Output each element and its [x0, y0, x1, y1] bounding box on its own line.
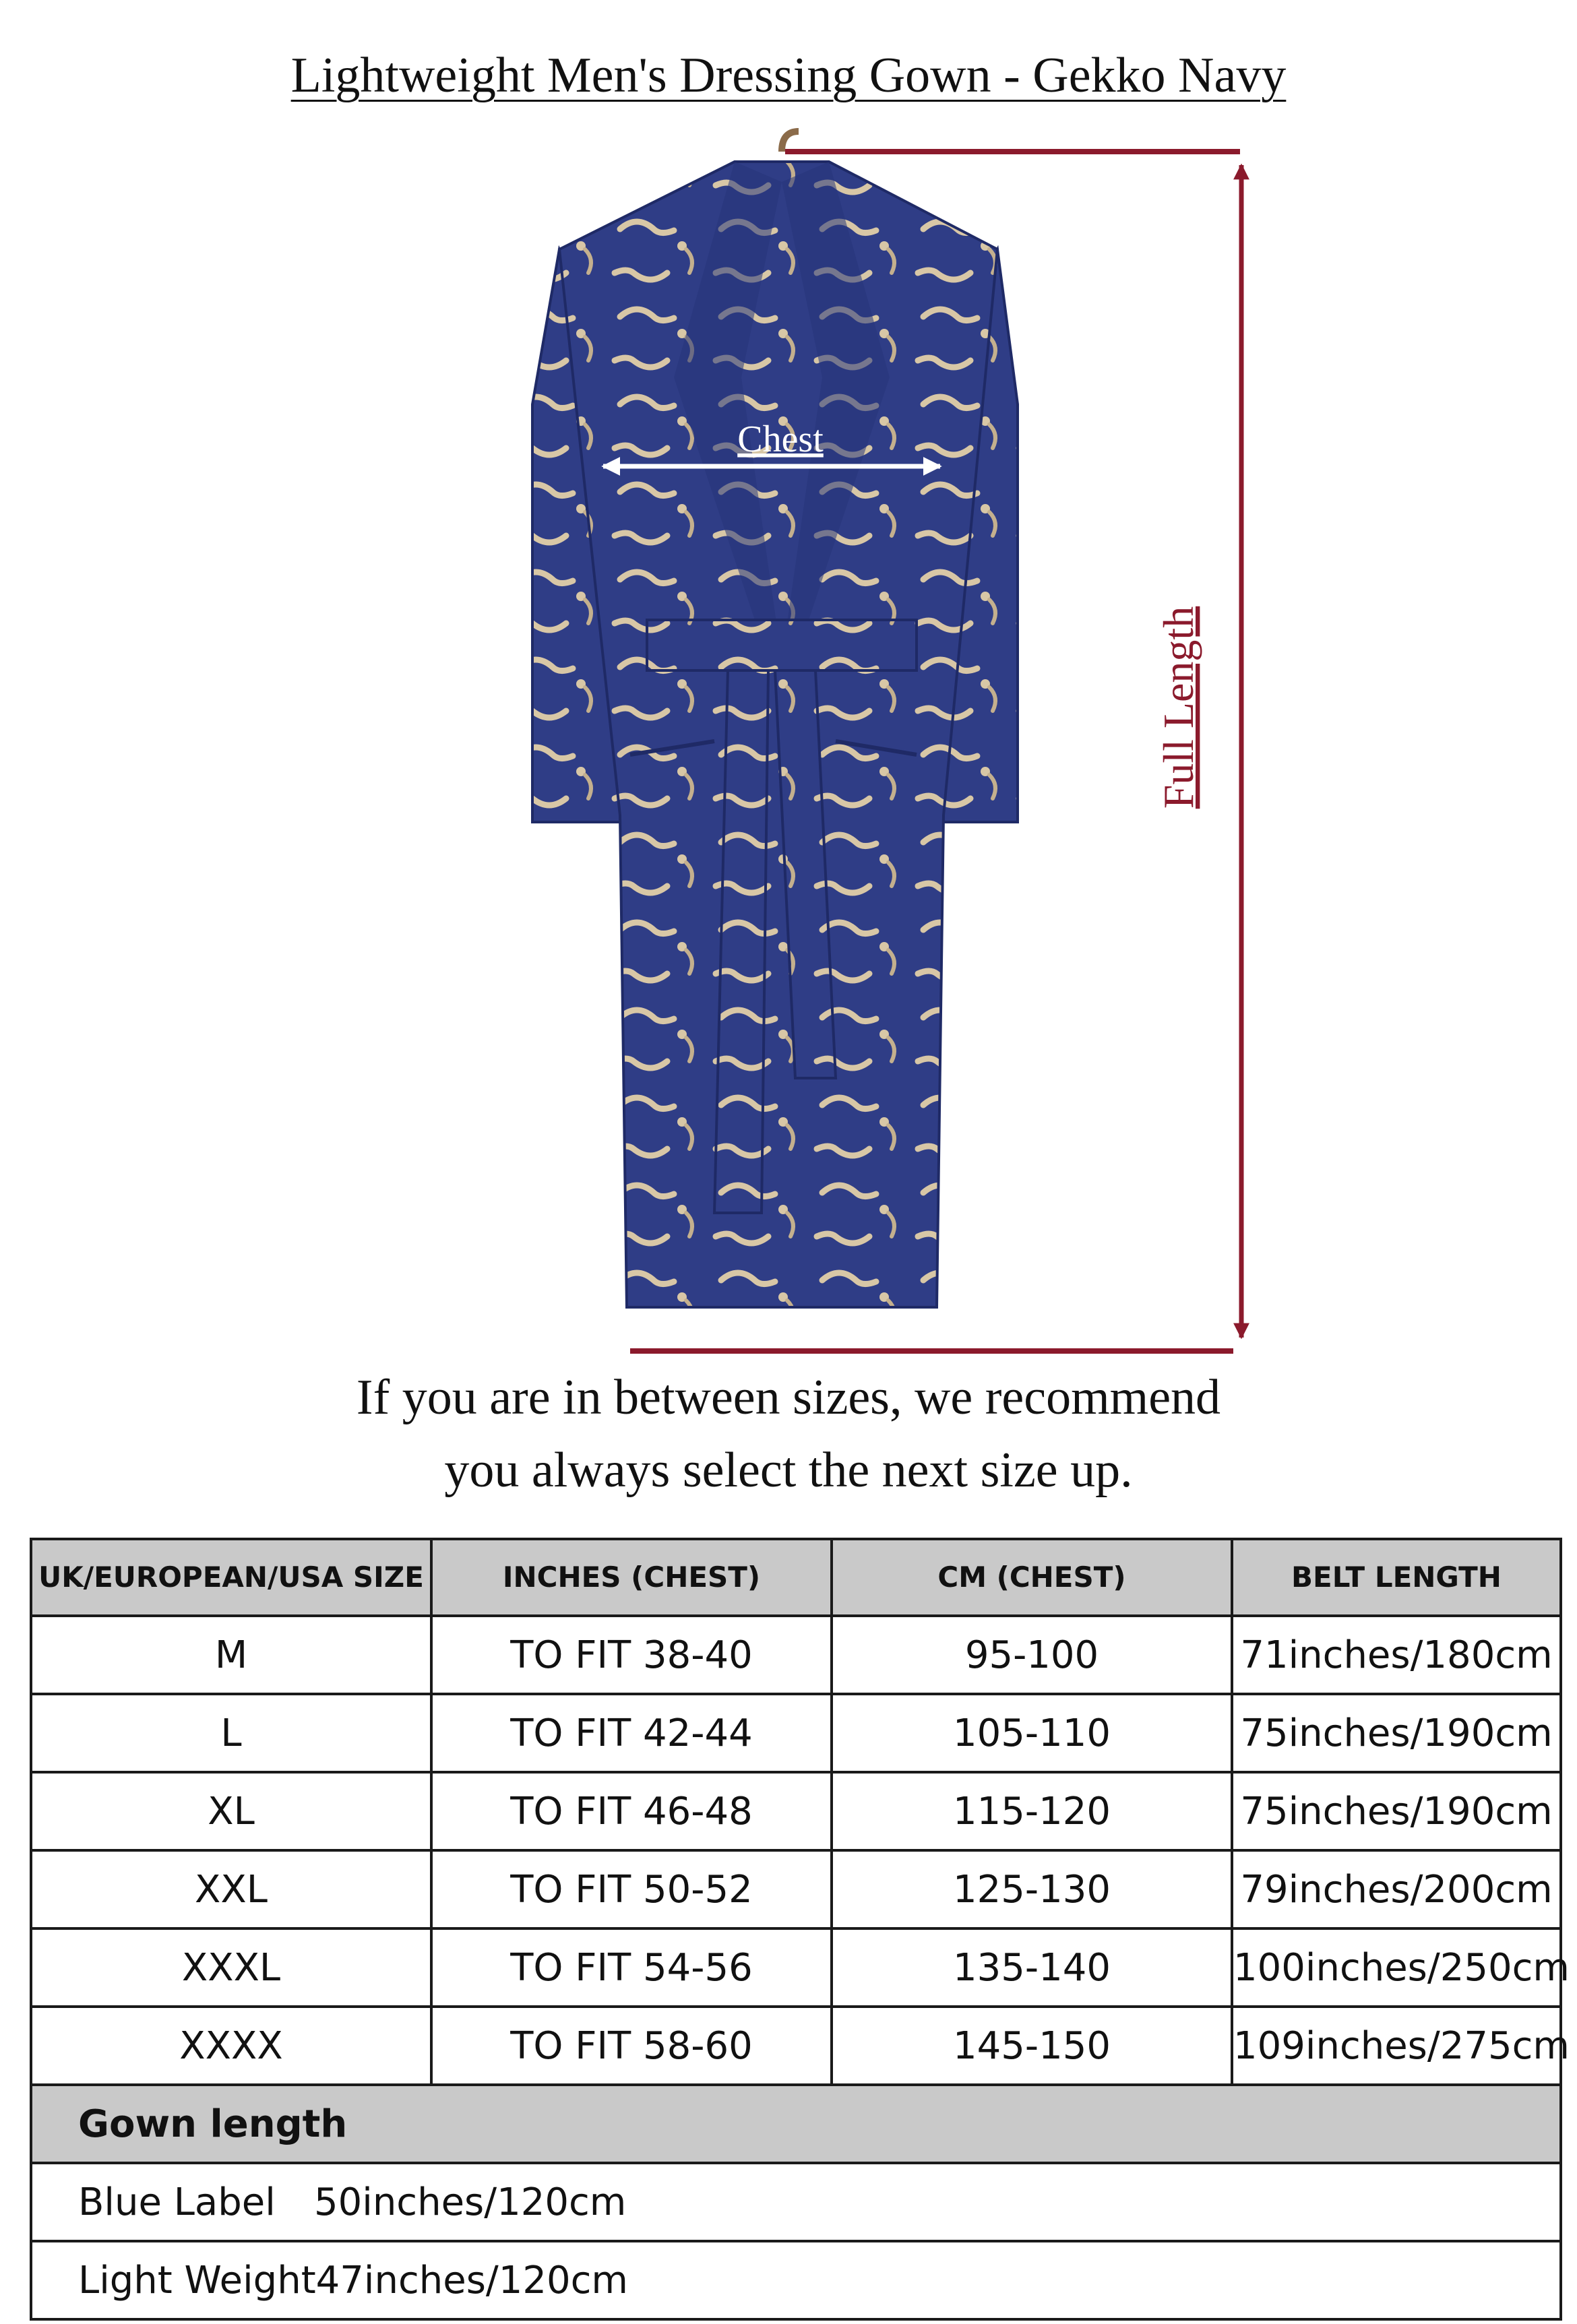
full-length-label: Full Length	[1154, 606, 1202, 809]
gown-length-value: 47inches/120cm	[315, 2258, 628, 2302]
cell-size: XXL	[31, 1850, 431, 1928]
cell-belt: 79inches/200cm	[1232, 1850, 1561, 1928]
cell-cm: 145-150	[832, 2007, 1232, 2085]
cell-belt: 109inches/275cm	[1232, 2007, 1561, 2085]
header-inches-chest: INCHES (CHEST)	[431, 1539, 832, 1616]
cell-cm: 95-100	[832, 1616, 1232, 1694]
cell-size: L	[31, 1694, 431, 1772]
gown-length-value: 50inches/120cm	[314, 2180, 627, 2224]
cell-belt: 100inches/250cm	[1232, 1928, 1561, 2007]
cell-cm: 125-130	[832, 1850, 1232, 1928]
size-note-line-2: you always select the next size up.	[444, 1443, 1133, 1498]
header-size: UK/EUROPEAN/USA SIZE	[31, 1539, 431, 1616]
gown-length-row	[31, 2163, 1561, 2241]
cell-inches: TO FIT 50-52	[431, 1850, 832, 1928]
header-belt-length: BELT LENGTH	[1232, 1539, 1561, 1616]
cell-inches: TO FIT 42-44	[431, 1694, 832, 1772]
cell-cm: 115-120	[832, 1772, 1232, 1850]
cell-size: XXXX	[31, 2007, 431, 2085]
cell-size: M	[31, 1616, 431, 1694]
cell-belt: 71inches/180cm	[1232, 1616, 1561, 1694]
table-row	[31, 1850, 1561, 1928]
cell-belt: 75inches/190cm	[1232, 1772, 1561, 1850]
cell-size: XL	[31, 1772, 431, 1850]
gown-length-cell	[31, 2163, 1561, 2241]
cell-inches: TO FIT 38-40	[431, 1616, 832, 1694]
size-note-line-1: If you are in between sizes, we recommend	[356, 1370, 1221, 1425]
cell-cm: 105-110	[832, 1694, 1232, 1772]
gown-length-section-row	[31, 2085, 1561, 2163]
gown	[532, 162, 1018, 1307]
size-table	[30, 1538, 1570, 2321]
chest-label: Chest	[737, 418, 824, 460]
cell-cm: 135-140	[832, 1928, 1232, 2007]
gown-figure	[0, 121, 1577, 1368]
cell-inches: TO FIT 46-48	[431, 1772, 832, 1850]
gown-length-name: Blue Label	[78, 2180, 276, 2224]
table-header-row	[31, 1539, 1561, 1616]
gown-length-name: Light Weight	[78, 2258, 316, 2302]
table-row	[31, 1616, 1561, 1694]
table-row	[31, 1694, 1561, 1772]
cell-belt: 75inches/190cm	[1232, 1694, 1561, 1772]
gown-length-cell	[31, 2241, 1561, 2319]
table-row	[31, 1772, 1561, 1850]
gown-length-title: Gown length	[31, 2085, 1561, 2163]
cell-size: XXXL	[31, 1928, 431, 2007]
page-title: Lightweight Men's Dressing Gown - Gekko Navy	[290, 48, 1287, 103]
hanger-hook	[782, 131, 799, 152]
header-cm-chest: CM (CHEST)	[832, 1539, 1232, 1616]
cell-inches: TO FIT 58-60	[431, 2007, 832, 2085]
table-row	[31, 1928, 1561, 2007]
table-row	[31, 2007, 1561, 2085]
cell-inches: TO FIT 54-56	[431, 1928, 832, 2007]
gown-length-row	[31, 2241, 1561, 2319]
